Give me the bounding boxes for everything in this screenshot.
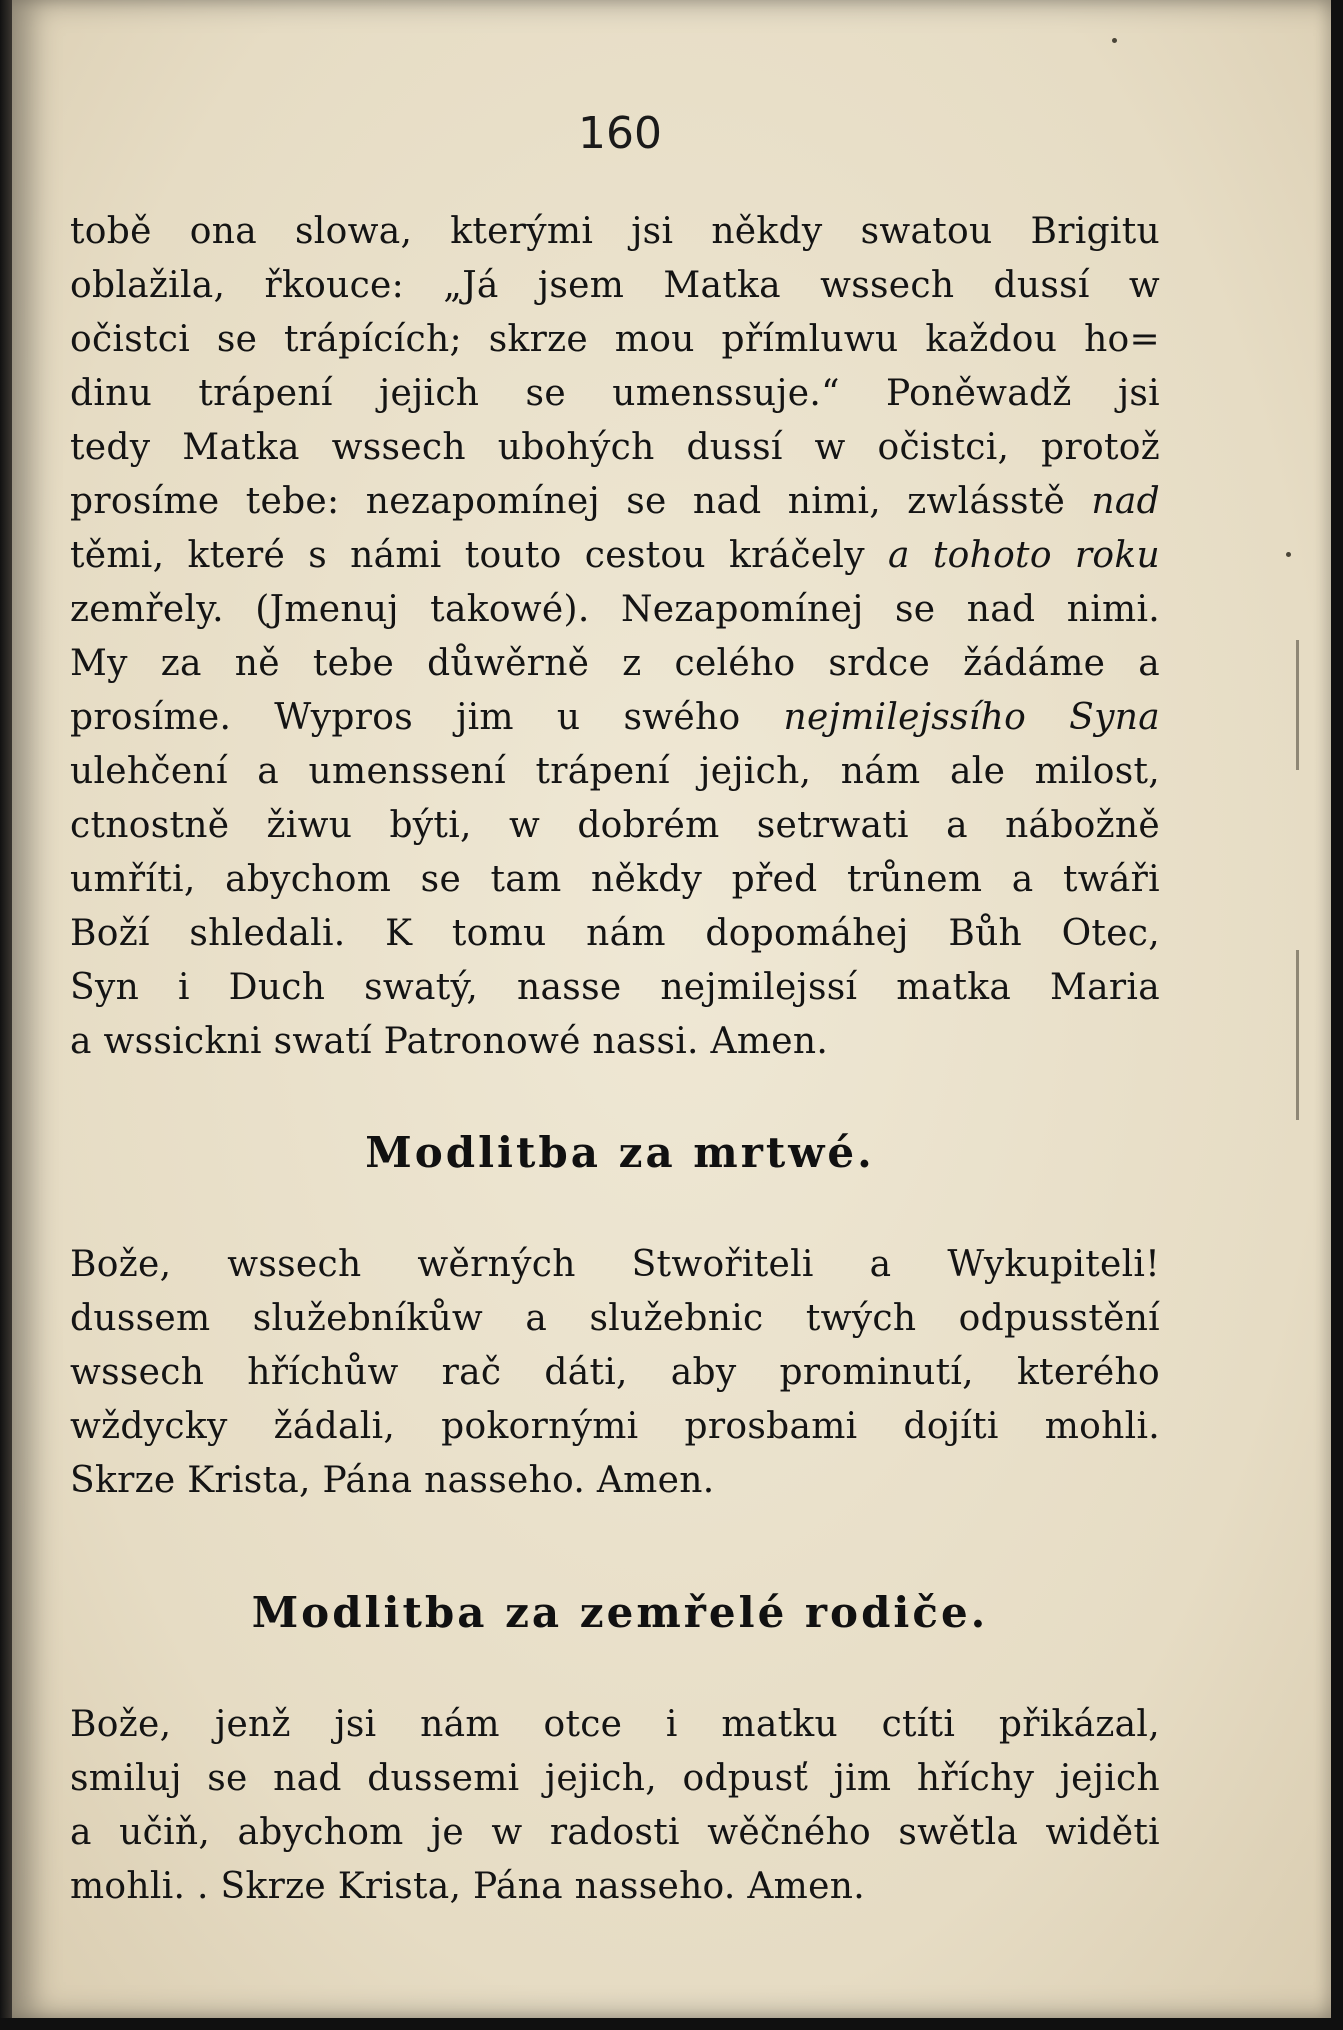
text-line [70, 961, 1160, 1015]
text-line [70, 475, 1160, 529]
text-run: wssech hříchůw rač dáti, aby prominutí, kterého [70, 1352, 1160, 1393]
text-line [70, 1015, 1160, 1069]
paper-speck [1286, 552, 1291, 557]
text-line [70, 853, 1160, 907]
text-line [70, 691, 1160, 745]
text-run: očistci se trápících; skrze mou přímluwu každou ho= [70, 319, 1160, 360]
text-line [70, 907, 1160, 961]
text-run: umříti, abychom se tam někdy před trůnem a twáři [70, 859, 1160, 900]
text-run: prosíme tebe: nezapomínej se nad nimi, zwlásstě [70, 481, 1092, 522]
text-run: My za ně tebe důwěrně z celého srdce žádáme a [70, 643, 1160, 684]
text-run: dussem služebníkůw a služebnic twých odpusstění [70, 1298, 1160, 1339]
text-run: těmi, které s námi touto cestou kráčely [70, 535, 888, 576]
text-run: Bože, jenž jsi nám otce i matku ctíti přikázal, [70, 1704, 1160, 1745]
italic-text: nejmilejssího Syna [783, 697, 1160, 738]
book-spine-shadow [0, 0, 12, 2030]
text-run: smiluj se nad dussemi jejich, odpusť jim hříchy jejich [70, 1758, 1160, 1799]
text-line [70, 1238, 1160, 1292]
text-line [70, 637, 1160, 691]
page-edge-mark [1296, 640, 1299, 770]
text-run: Syn i Duch swatý, nasse nejmilejssí matka Maria [70, 967, 1160, 1008]
text-line [70, 529, 1160, 583]
text-run: Bože, wssech wěrných Stwořiteli a Wykupiteli! [70, 1244, 1160, 1285]
text-run: prosíme. Wypros jim u swého [70, 697, 784, 738]
text-run: a učiň, abychom je w radosti wěčného swětla widěti [70, 1812, 1160, 1853]
text-run: mohli. . Skrze Krista, Pána nasseho. Amen. [70, 1866, 865, 1907]
text-line [70, 313, 1160, 367]
text-line [70, 1454, 1160, 1508]
italic-text: nad [1091, 481, 1160, 522]
text-line [70, 421, 1160, 475]
page-edge-mark [1296, 950, 1299, 1120]
text-line [70, 799, 1160, 853]
page-number: 160 [578, 108, 662, 159]
text-run: zemřely. (Jmenuj takowé). Nezapomínej se nad nimi. [70, 589, 1160, 630]
text-run: a wssickni swatí Patronowé nassi. Amen. [70, 1021, 829, 1062]
text-run: dinu trápení jejich se umenssuje.“ Poněwadž jsi [70, 373, 1160, 414]
scan-border-right [1331, 0, 1343, 2030]
scan-border-bottom [0, 2018, 1343, 2030]
text-line [70, 1698, 1160, 1752]
text-line [70, 1860, 1160, 1914]
text-line [70, 1806, 1160, 1860]
text-line [70, 1346, 1160, 1400]
text-run: ctnostně žiwu býti, w dobrém setrwati a nábožně [70, 805, 1160, 846]
text-run: Boží shledali. K tomu nám dopomáhej Bůh Otec, [70, 913, 1160, 954]
text-run: Skrze Krista, Pána nasseho. Amen. [70, 1460, 715, 1501]
text-line [70, 1400, 1160, 1454]
text-run: tedy Matka wssech ubohých dussí w očistci, protož [70, 427, 1160, 468]
prayer-paragraph-3 [70, 1698, 1160, 1914]
text-line [70, 583, 1160, 637]
section-heading-1: Modlitba za mrtwé. [365, 1128, 875, 1177]
italic-text: a tohoto roku [887, 535, 1160, 576]
paper-speck [1112, 38, 1117, 43]
prayer-paragraph-1 [70, 205, 1160, 1069]
text-line [70, 367, 1160, 421]
section-heading-2: Modlitba za zemřelé rodiče. [251, 1588, 989, 1637]
text-line [70, 1292, 1160, 1346]
text-line [70, 259, 1160, 313]
text-run: ulehčení a umenssení trápení jejich, nám ale milost, [70, 751, 1160, 792]
text-line [70, 205, 1160, 259]
text-line [70, 1752, 1160, 1806]
text-line [70, 745, 1160, 799]
text-run: tobě ona slowa, kterými jsi někdy swatou Brigitu [70, 211, 1160, 252]
prayer-paragraph-2 [70, 1238, 1160, 1508]
text-run: oblažila, řkouce: „Já jsem Matka wssech dussí w [70, 265, 1160, 306]
text-run: wždycky žádali, pokornými prosbami dojíti mohli. [70, 1406, 1160, 1447]
